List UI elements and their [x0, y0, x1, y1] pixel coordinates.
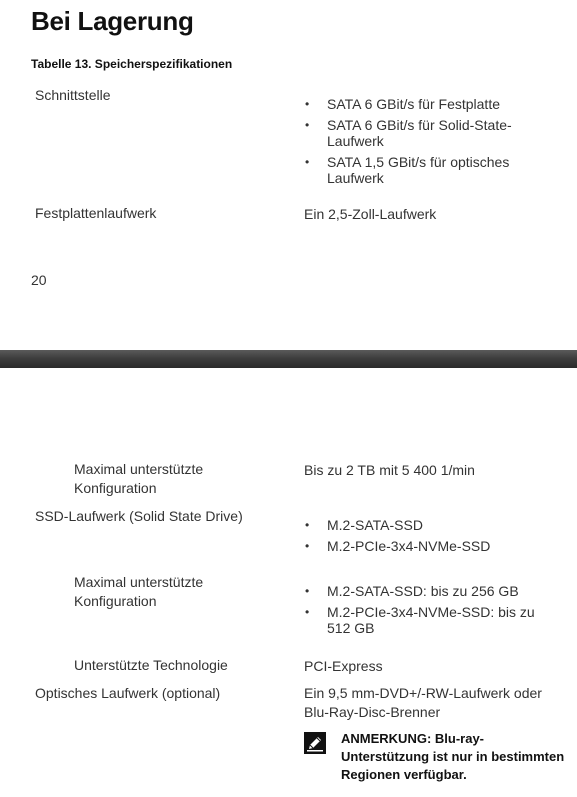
bullet-icon: •: [305, 518, 310, 532]
row-value-technology: PCI-Express: [304, 658, 383, 674]
page-title: Bei Lagerung: [31, 6, 194, 36]
row-label-technology: Unterstützte Technologie: [74, 657, 228, 673]
bullet-icon: •: [305, 539, 310, 553]
ssd-list: [305, 517, 545, 559]
list-item: • SATA 6 GBit/s für Solid-State-Laufwerk: [305, 117, 512, 149]
list-item: • SATA 1,5 GBit/s für optisches Laufwerk: [305, 154, 510, 186]
bullet-icon: •: [305, 605, 310, 619]
list-item: • M.2-PCIe-3x4-NVMe-SSD: bis zu 512 GB: [305, 604, 535, 636]
row-label-interface: Schnittstelle: [35, 87, 111, 103]
row-value-hdd: Ein 2,5-Zoll-Laufwerk: [304, 206, 437, 222]
note-text: ANMERKUNG: Blu-ray-Unterstützung ist nur in bestimmten Regionen verfügbar.: [341, 731, 565, 782]
table-caption: Tabelle 13. Speicherspezifikationen: [31, 57, 233, 71]
pencil-note-icon: [304, 732, 326, 754]
page-break-divider: [0, 350, 577, 368]
interface-list: [305, 96, 545, 191]
bullet-icon: •: [305, 118, 310, 132]
row-label-hdd: Festplattenlaufwerk: [35, 205, 157, 221]
bullet-icon: •: [305, 584, 310, 598]
row-label-ssd-max: Maximal unterstützte Konfiguration: [74, 574, 204, 609]
ssd-max-list: [305, 583, 545, 641]
list-item: • M.2-SATA-SSD: [305, 517, 423, 533]
bullet-icon: •: [305, 155, 310, 169]
row-value-optical: Ein 9,5 mm-DVD+/-RW-Laufwerk oder Blu-Ray-Disc-Brenner: [304, 685, 542, 720]
bullet-icon: •: [305, 97, 310, 111]
list-item: • SATA 6 GBit/s für Festplatte: [305, 96, 500, 112]
row-value-hdd-max: Bis zu 2 TB mit 5 400 1/min: [304, 462, 475, 478]
row-label-optical: Optisches Laufwerk (optional): [35, 685, 221, 701]
list-item: • M.2-PCIe-3x4-NVMe-SSD: [305, 538, 491, 554]
page-number: 20: [31, 272, 47, 288]
row-label-ssd: SSD-Laufwerk (Solid State Drive): [35, 508, 243, 524]
list-item: • M.2-SATA-SSD: bis zu 256 GB: [305, 583, 519, 599]
row-label-hdd-max: Maximal unterstützte Konfiguration: [74, 461, 204, 496]
